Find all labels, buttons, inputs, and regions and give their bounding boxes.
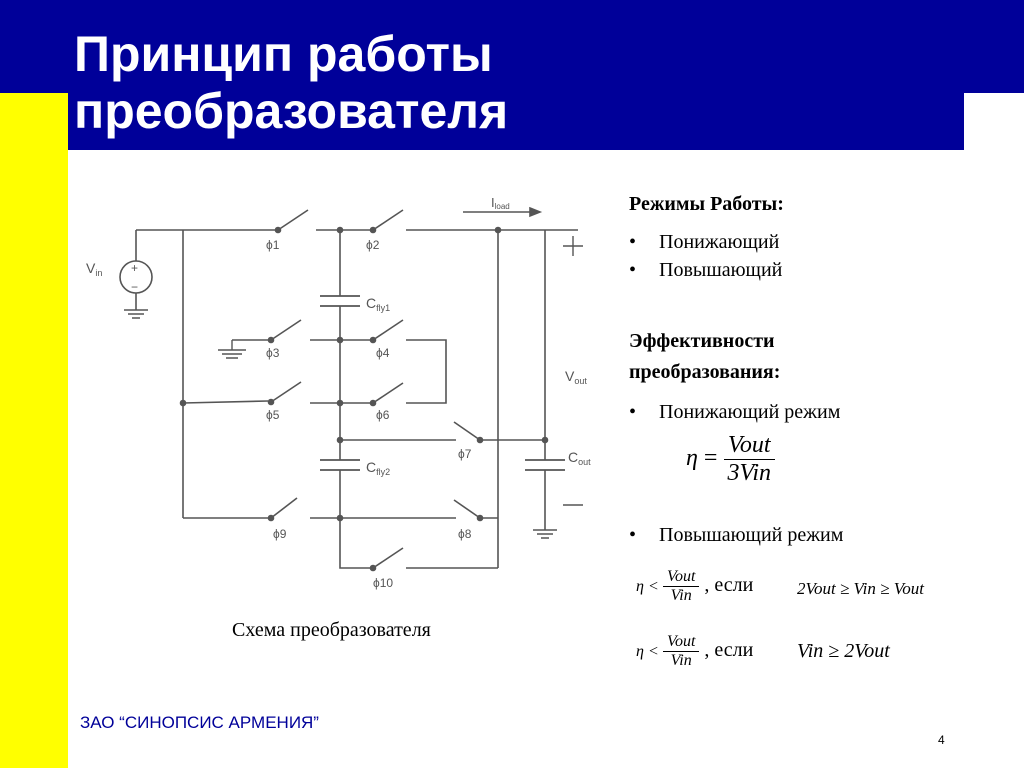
slide-title: Принцип работы преобразователя: [74, 26, 509, 139]
list-item: • Понижающий: [629, 231, 780, 253]
diagram-caption: Схема преобразователя: [232, 619, 431, 641]
label-phi8: ϕ8: [458, 527, 472, 541]
converter-circuit-diagram: [68, 160, 608, 610]
cfly1-label: $C_{fly1}$: [366, 295, 391, 313]
capacitors: [320, 296, 565, 470]
vin-minus: −: [131, 280, 139, 294]
circuit-wires: [136, 230, 578, 568]
boost-efficiency-formula-2: η < $\frac{\text{Vout}}{\text{Vin}}$ , если: [636, 633, 754, 669]
capacitor-cfly2: [320, 460, 360, 470]
switch-phi1: [276, 210, 309, 233]
modes-heading: Режимы Работы:: [629, 193, 784, 215]
label-phi5: ϕ5: [266, 408, 280, 422]
label-phi1: ϕ1: [266, 238, 280, 252]
buck-efficiency-formula: η = $\frac{\text{Vout}}{\text{3Vin}}$: [686, 432, 775, 487]
vin-plus: +: [131, 261, 139, 275]
switches: [181, 210, 548, 571]
boost-condition-2: Vin ≥ 2Vout: [797, 640, 890, 662]
vout-label: $V_{out}$: [565, 368, 587, 386]
label-phi3: ϕ3: [266, 346, 280, 360]
label-phi4: ϕ4: [376, 346, 390, 360]
capacitor-cout: [525, 460, 565, 470]
company-name: ЗАО “СИНОПСИС АРМЕНИЯ”: [80, 713, 319, 732]
side-stripe: [0, 93, 68, 768]
switch-phi9: [269, 498, 298, 521]
ground-icon: [218, 340, 246, 358]
ground-icon: [533, 530, 557, 538]
label-phi6: ϕ6: [376, 408, 390, 422]
switch-phi10: [371, 548, 404, 571]
capacitor-cfly1: [320, 296, 360, 306]
label-phi9: ϕ9: [273, 527, 287, 541]
label-phi10: ϕ10: [373, 576, 394, 590]
bullet-icon: •: [629, 401, 637, 423]
boost-condition-1: 2Vout ≥ Vin ≥ Vout: [797, 579, 924, 598]
vin-label: $V_{in}$: [86, 260, 103, 278]
switch-phi6: [338, 383, 404, 406]
page-number: 4: [938, 733, 945, 747]
efficiency-heading-line2: преобразования:: [629, 361, 781, 383]
list-item: • Повышающий: [629, 259, 783, 281]
label-phi7: ϕ7: [458, 447, 472, 461]
cfly2-label: $C_{fly2}$: [366, 459, 391, 477]
list-item: • Понижающий режим: [629, 401, 841, 423]
switch-phi3: [269, 320, 302, 343]
bullet-icon: •: [629, 259, 637, 281]
junction-dot: [496, 228, 501, 233]
efficiency-heading-line1: Эффективности: [629, 330, 775, 352]
label-phi2: ϕ2: [366, 238, 380, 252]
switch-phi2: [338, 210, 404, 233]
ground-icon: [124, 310, 148, 318]
bullet-icon: •: [629, 231, 637, 253]
cout-label: $C_{out}$: [568, 449, 591, 467]
list-item: • Повышающий режим: [629, 524, 844, 546]
bullet-icon: •: [629, 524, 637, 546]
boost-efficiency-formula-1: η < $\frac{\text{Vout}}{\text{Vin}}$ , если: [636, 568, 754, 604]
iload-label: Iload: [491, 195, 510, 211]
switch-phi4: [338, 320, 404, 343]
